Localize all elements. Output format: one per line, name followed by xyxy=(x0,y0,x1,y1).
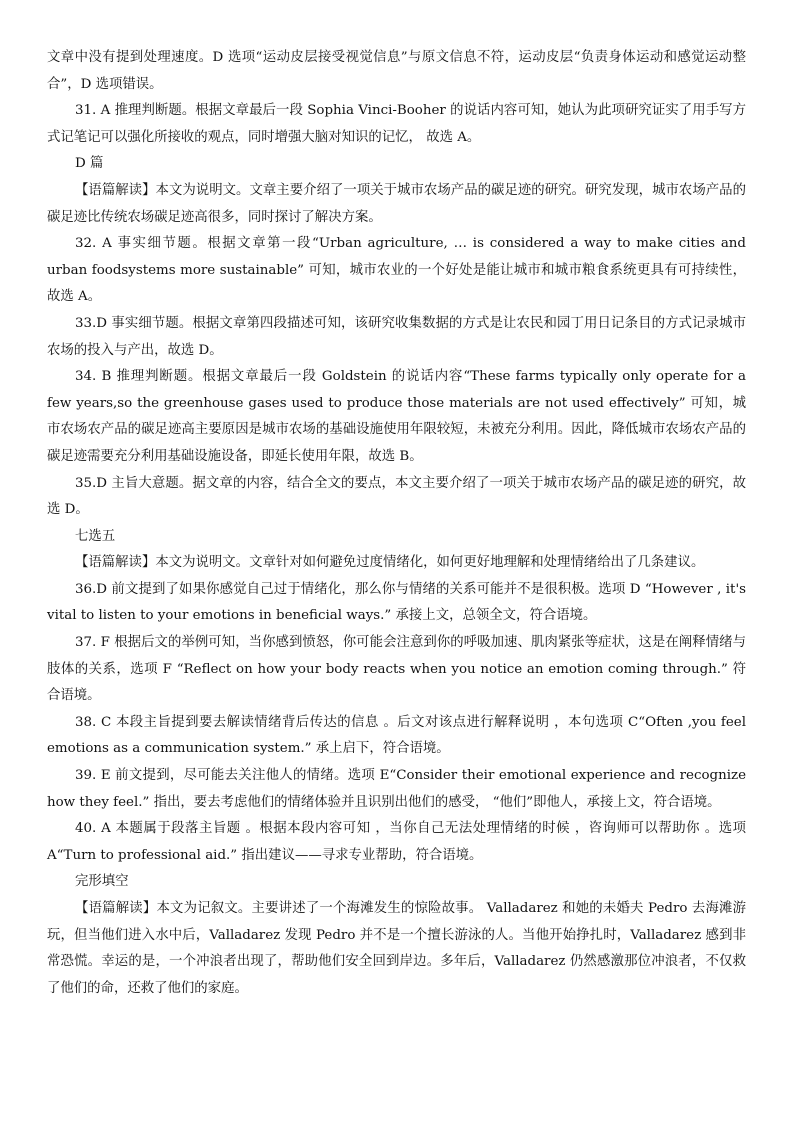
document-body xyxy=(47,45,746,1002)
paragraph: 36.D 前文提到了如果你感觉自己过于情绪化，那么你与情绪的关系可能并不是很积极。选项 D “However , it's vital to listen to your emotions in beneficial ways.” 承接上文，总领全文，符合语境。 xyxy=(47,581,746,624)
paragraph: 31. A 推理判断题。根据文章最后一段 Sophia Vinci-Booher 的说话内容可知，她认为此项研究证实了用手写方式记笔记可以强化所接收的观点，同时增强大脑对知识的记忆， 故选 A。 xyxy=(47,103,746,145)
section-heading: 完形填空 xyxy=(75,874,129,890)
paragraph: 35.D 主旨大意题。据文章的内容，结合全文的要点，本文主要介绍了一项关于城市农场产品的碳足迹的研究，故选 D。 xyxy=(47,475,746,518)
paragraph: 【语篇解读】本文为记叙文。主要讲述了一个海滩发生的惊险故事。 Valladarez 和她的未婚夫 Pedro 去海滩游玩，但当他们进入水中后，Valladarez 发现 Pedro 并不是一个擅长游泳的人。当他开始挣扎时，Valladarez 感到非常恐慌。幸运的是，一个冲浪者出现了，帮助他们安全回到岸边。多年后，Valladarez 仍然感激那位冲浪者，不仅救了他们的命，还救了他们的家庭。 xyxy=(47,901,746,996)
section-heading: 七选五 xyxy=(75,528,116,544)
paragraph: 【语篇解读】本文为说明文。文章主要介绍了一项关于城市农场产品的碳足迹的研究。研究发现，城市农场产品的碳足迹比传统农场碳足迹高很多，同时探讨了解决方案。 xyxy=(47,182,746,225)
paragraph: 文章中没有提到处理速度。D 选项“运动皮层接受视觉信息”与原文信息不符，运动皮层“负责身体运动和感觉运动整合”，D 选项错误。 xyxy=(47,50,746,92)
paragraph: 32. A 事实细节题。根据文章第一段“Urban agriculture, … is considered a way to make cities and urban foodsystems more sustainable” 可知，城市农业的一个好处是能让城市和城市粮食系统更具有可持续性，故选 A。 xyxy=(47,236,746,305)
paragraph: 33.D 事实细节题。根据文章第四段描述可知，该研究收集数据的方式是让农民和园丁用日记条目的方式记录城市农场的投入与产出，故选 D。 xyxy=(47,315,746,358)
paragraph: 【语篇解读】本文为说明文。文章针对如何避免过度情绪化，如何更好地理解和处理情绪给出了几条建议。 xyxy=(75,555,705,571)
paragraph: 37. F 根据后文的举例可知，当你感到愤怒，你可能会注意到你的呼吸加速、肌肉紧张等症状，这是在阐释情绪与肢体的关系，选项 F “Reflect on how your body reacts when you notice an emotion coming through.” 符合语境。 xyxy=(47,635,746,704)
section-heading: D 篇 xyxy=(75,156,104,172)
paragraph: 34. B 推理判断题。根据文章最后一段 Goldstein 的说话内容“These farms typically only operate for a few years,so the greenhouse gases used to produce those materials are not used effectively” 可知，城市农场农产品的碳足迹高主要原因是城市农场的基础设施使用年限较短，未被充分利用。因此，降低城市农场农产品的碳足迹需要充分利用基础设施设备，即延长使用年限，故选 B。 xyxy=(47,369,746,464)
paragraph: 39. E 前文提到，尽可能去关注他人的情绪。选项 E“Consider their emotional experience and recognize how they feel.” 指出，要去考虑他们的情绪体验并且识别出他们的感受， “他们”即他人，承接上文，符合语境。 xyxy=(47,768,746,810)
paragraph: 40. A 本题属于段落主旨题 。根据本段内容可知 ，当你自己无法处理情绪的时候 ，咨询师可以帮助你 。选项 A“Turn to professional aid.” 指出建议——寻求专业帮助，符合语境。 xyxy=(47,821,746,863)
paragraph: 38. C 本段主旨提到要去解读情绪背后传达的信息 。后文对该点进行解释说明 ，本句选项 C“Often ,you feel emotions as a communication system.” 承上启下，符合语境。 xyxy=(47,714,746,757)
